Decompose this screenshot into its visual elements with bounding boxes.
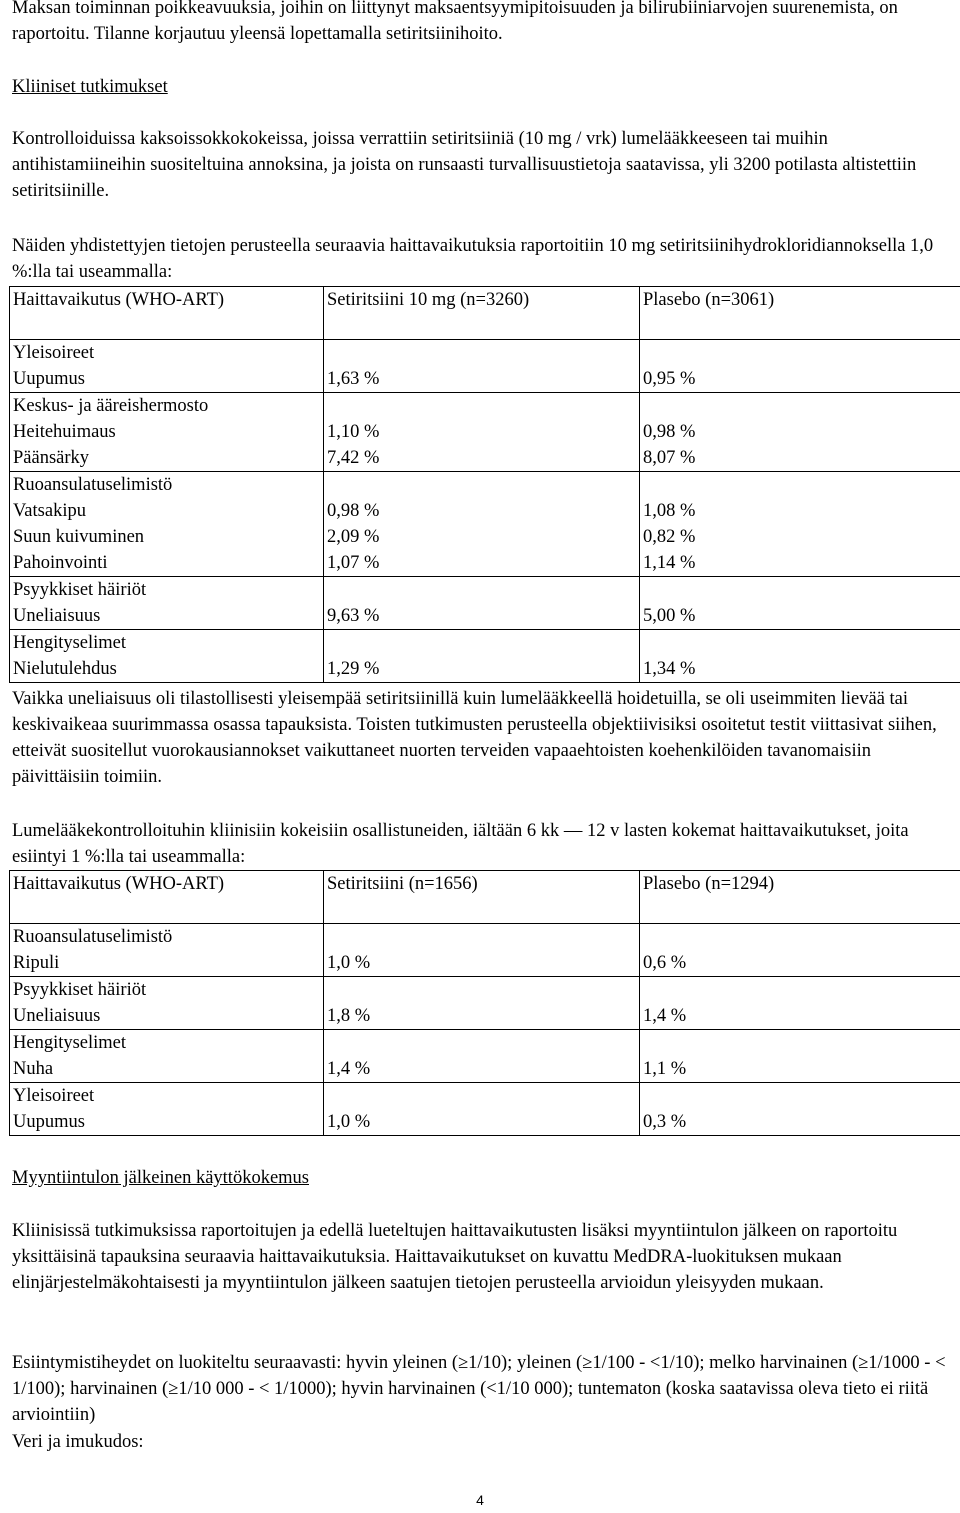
- table-header-cell: Setiritsiini (n=1656): [324, 871, 640, 924]
- adverse-effects-table: [9, 870, 960, 1136]
- table-row: [10, 924, 960, 977]
- table-header-cell: Plasebo (n=1294): [640, 871, 960, 924]
- drug-value: 7,42 %: [327, 445, 639, 471]
- effect-label: Päänsärky: [13, 445, 323, 471]
- drug-value: 1,10 %: [327, 419, 639, 445]
- organ-group-label: Ruoansulatuselimistö: [13, 472, 323, 498]
- table-row: [10, 340, 960, 393]
- placebo-value: 0,3 %: [643, 1109, 960, 1135]
- clinical-heading: Kliiniset tutkimukset: [12, 74, 168, 100]
- drug-value-cell: [324, 393, 640, 472]
- drug-value: 1,8 %: [327, 1003, 639, 1029]
- effect-label: Nielutulehdus: [13, 656, 323, 682]
- placebo-value-cell: [640, 1083, 960, 1136]
- placebo-value-cell: [640, 472, 960, 577]
- effect-cell: [10, 924, 324, 977]
- effect-cell: [10, 1083, 324, 1136]
- organ-group-label: Yleisoireet: [13, 340, 323, 366]
- effect-cell: [10, 630, 324, 683]
- drug-value-cell: [324, 472, 640, 577]
- placebo-value: 8,07 %: [643, 445, 960, 471]
- drug-value-cell: [324, 1083, 640, 1136]
- drug-value-cell: [324, 630, 640, 683]
- table1-intro: Näiden yhdistettyjen tietojen perusteella seuraavia haittavaikutuksia raportoitiin 10 mg setiritsiinihydrokloridiannoksella 1,0 %:lla tai useammalla:: [12, 233, 948, 285]
- placebo-value: 1,1 %: [643, 1056, 960, 1082]
- table2-intro: Lumelääkekontrolloituhin kliinisiin kokeisiin osallistuneiden, iältään 6 kk — 12 v lasten kokemat haittavaikutukset, joita esiintyi 1 %:lla tai useammalla:: [12, 818, 948, 870]
- organ-group-label: Ruoansulatuselimistö: [13, 924, 323, 950]
- drug-value: 1,4 %: [327, 1056, 639, 1082]
- effect-label: Heitehuimaus: [13, 419, 323, 445]
- drug-value: 1,07 %: [327, 550, 639, 576]
- effect-label: Vatsakipu: [13, 498, 323, 524]
- table-header-cell: Plasebo (n=3061): [640, 287, 960, 340]
- table-header-cell: Haittavaikutus (WHO-ART): [10, 871, 324, 924]
- placebo-value-cell: [640, 340, 960, 393]
- intro-paragraph: Maksan toiminnan poikkeavuuksia, joihin on liittynyt maksaentsyymipitoisuuden ja bilirubiiniarvojen suurenemista, on raportoitu. Tilanne korjautuu yleensä lopettamalla setiritsiinihoito.: [12, 0, 948, 47]
- table-header-row: [10, 287, 960, 340]
- drug-value-cell: [324, 340, 640, 393]
- clinical-paragraph: Kontrolloiduissa kaksoissokkokokeissa, joissa verrattiin setiritsiiniä (10 mg / vrk) lumelääkkeeseen tai muihin antihistamiineihin suositeltuina annoksina, ja joista on runsaasti turvallisuustietoja saatavissa, yli 3200 potilasta altistettiin setiritsiinille.: [12, 126, 948, 204]
- placebo-value: 1,34 %: [643, 656, 960, 682]
- effect-cell: [10, 472, 324, 577]
- effect-label: Suun kuivuminen: [13, 524, 323, 550]
- drug-value: 9,63 %: [327, 603, 639, 629]
- table-header-cell: Setiritsiini 10 mg (n=3260): [324, 287, 640, 340]
- placebo-value-cell: [640, 577, 960, 630]
- postmarket-heading: Myyntiintulon jälkeinen käyttökokemus: [12, 1165, 309, 1191]
- table-row: [10, 577, 960, 630]
- effect-label: Uupumus: [13, 366, 323, 392]
- placebo-value: 1,4 %: [643, 1003, 960, 1029]
- postmarket-paragraph: Kliinisissä tutkimuksissa raportoitujen ja edellä lueteltujen haittavaikutusten lisäksi myyntiintulon jälkeen on raportoitu yksittäisinä tapauksina seuraavia haittavaikutuksia. Haittavaikutukset on kuvattu MedDRA-luokituksen mukaan elinjärjestelmäkohtaisesti ja myyntiintulon jälkeen saatujen tietojen perusteella arvioidun yleisyyden mukaan.: [12, 1218, 948, 1296]
- effect-cell: [10, 1030, 324, 1083]
- organ-group-label: Yleisoireet: [13, 1083, 323, 1109]
- adverse-effects-table: [9, 286, 960, 683]
- drug-value-cell: [324, 924, 640, 977]
- placebo-value: 5,00 %: [643, 603, 960, 629]
- drug-value: 1,0 %: [327, 950, 639, 976]
- drug-value-cell: [324, 977, 640, 1030]
- effect-label: Uneliaisuus: [13, 603, 323, 629]
- organ-group-label: Hengityselimet: [13, 630, 323, 656]
- effect-label: Uupumus: [13, 1109, 323, 1135]
- table-header-row: [10, 871, 960, 924]
- placebo-value-cell: [640, 393, 960, 472]
- table-row: [10, 1083, 960, 1136]
- effect-cell: [10, 577, 324, 630]
- drug-value: 0,98 %: [327, 498, 639, 524]
- organ-group-label: Psyykkiset häiriöt: [13, 977, 323, 1003]
- frequency-paragraph: Esiintymistiheydet on luokiteltu seuraavasti: hyvin yleinen (≥1/10); yleinen (≥1/100 - <1/10); melko harvinainen (≥1/1000 - < 1/100); harvinainen (≥1/10 000 - < 1/1000); hyvin harvinainen (<1/10 000); tuntematon (koska saatavissa oleva tieto ei riitä arviointiin): [12, 1350, 948, 1428]
- organ-group-label: Hengityselimet: [13, 1030, 323, 1056]
- placebo-value: 0,82 %: [643, 524, 960, 550]
- table1-after-paragraph: Vaikka uneliaisuus oli tilastollisesti yleisempää setiritsiinillä kuin lumelääkkeellä hoidetuilla, se oli useimmiten lievää tai keskivaikeaa suurimmassa osassa tapauksista. Toisten tutkimusten perusteella objektiivisiksi osoitetut testit viittasivat siihen, etteivät suositellut vuorokausiannokset vaikuttaneet nuorten terveiden vapaaehtoisten koehenkilöiden tavanomaisiin päivittäisiin toimiin.: [12, 686, 948, 790]
- placebo-value-cell: [640, 977, 960, 1030]
- placebo-value: 0,98 %: [643, 419, 960, 445]
- table-row: [10, 1030, 960, 1083]
- drug-value: 1,0 %: [327, 1109, 639, 1135]
- table-row: [10, 472, 960, 577]
- drug-value: 2,09 %: [327, 524, 639, 550]
- effect-label: Uneliaisuus: [13, 1003, 323, 1029]
- effect-label: Ripuli: [13, 950, 323, 976]
- placebo-value-cell: [640, 1030, 960, 1083]
- placebo-value: 0,6 %: [643, 950, 960, 976]
- table-row: [10, 393, 960, 472]
- organ-group-label: Keskus- ja ääreishermosto: [13, 393, 323, 419]
- drug-value: 1,29 %: [327, 656, 639, 682]
- placebo-value-cell: [640, 630, 960, 683]
- placebo-value: 0,95 %: [643, 366, 960, 392]
- placebo-value-cell: [640, 924, 960, 977]
- blood-heading: Veri ja imukudos:: [12, 1429, 144, 1455]
- table-row: [10, 977, 960, 1030]
- organ-group-label: Psyykkiset häiriöt: [13, 577, 323, 603]
- placebo-value: 1,08 %: [643, 498, 960, 524]
- effect-cell: [10, 977, 324, 1030]
- table-header-cell: Haittavaikutus (WHO-ART): [10, 287, 324, 340]
- table-row: [10, 630, 960, 683]
- effect-label: Nuha: [13, 1056, 323, 1082]
- drug-value-cell: [324, 577, 640, 630]
- placebo-value: 1,14 %: [643, 550, 960, 576]
- effect-label: Pahoinvointi: [13, 550, 323, 576]
- drug-value: 1,63 %: [327, 366, 639, 392]
- adverse-effects-table-children: [12, 870, 960, 1136]
- adverse-effects-table-adults: [12, 286, 960, 683]
- effect-cell: [10, 393, 324, 472]
- effect-cell: [10, 340, 324, 393]
- drug-value-cell: [324, 1030, 640, 1083]
- page-number: 4: [0, 1487, 960, 1513]
